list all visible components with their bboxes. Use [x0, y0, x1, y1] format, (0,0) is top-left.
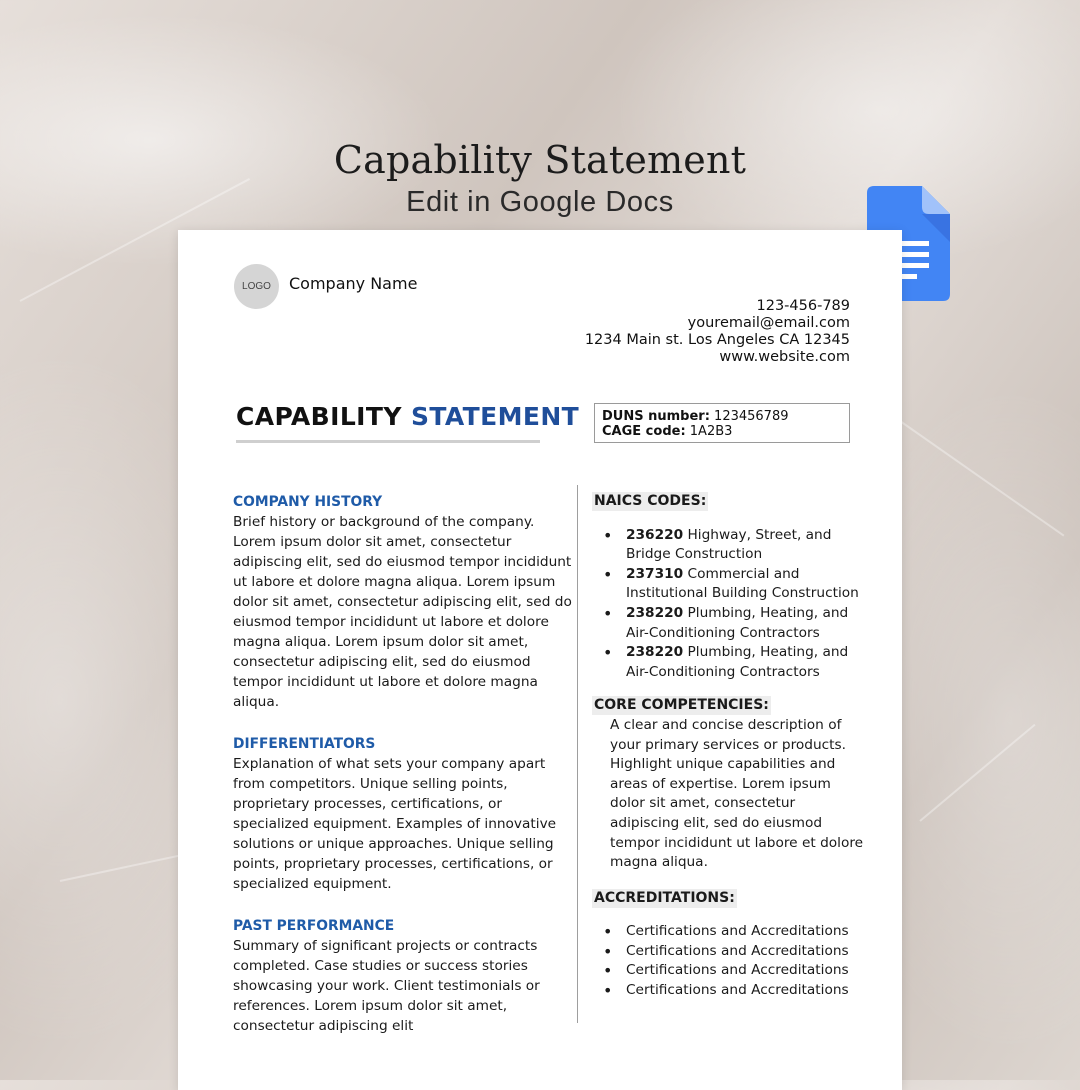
left-column — [233, 492, 573, 1036]
naics-code: 237310 — [626, 565, 684, 582]
section-heading-past-performance: PAST PERFORMANCE — [233, 918, 395, 934]
accreditations-heading: ACCREDITATIONS: — [594, 889, 735, 906]
core-competencies-heading: CORE COMPETENCIES: — [594, 697, 769, 714]
contact-email: youremail@email.com — [687, 315, 850, 331]
company-name: Company Name — [289, 274, 418, 293]
section-heading-company-history: COMPANY HISTORY — [233, 494, 383, 510]
document-page — [178, 230, 902, 1090]
right-column — [594, 492, 864, 1001]
header-title: Capability Statement — [333, 138, 747, 182]
section-heading-differentiators: DIFFERENTIATORS — [233, 736, 376, 752]
contact-block — [585, 298, 850, 366]
marble-vein — [919, 724, 1035, 822]
naics-desc: Plumbing, Heating, and Air-Conditioning Contractors — [626, 644, 849, 680]
list-item: • Certifications and Accreditations — [594, 961, 864, 981]
naics-list — [594, 526, 864, 683]
marble-vein — [899, 420, 1064, 536]
column-divider — [577, 485, 578, 1023]
duns-value: 123456789 — [714, 409, 789, 424]
header-subtitle: Edit in Google Docs — [406, 186, 674, 218]
list-item — [594, 643, 864, 682]
title-part-1: CAPABILITY — [236, 402, 402, 431]
naics-code: 238220 — [626, 644, 684, 661]
section-body-past-performance: Summary of significant projects or contracts completed. Case studies or success stories showcasing your work. Client testimonials or references. Lorem ipsum dolor sit amet, consectetur adipiscing elit — [233, 938, 540, 1034]
naics-desc: Commercial and Institutional Building Construction — [626, 565, 859, 602]
list-item: • Certifications and Accreditations — [594, 981, 864, 1001]
section-body-company-history: Brief history or background of the company. Lorem ipsum dolor sit amet, consectetur adipiscing elit, sed do eiusmod tempor incididunt ut labore et dolore magna aliqua. Lorem ipsum dolor sit amet, consectetur adipiscing elit, sed do eiusmod tempor incididunt ut labore et dolore magna aliqua. Lorem ipsum dolor sit amet, consectetur adipiscing elit, sed do eiusmod tempor incididunt ut labore et dolore magna aliqua. — [233, 514, 572, 710]
title-underline — [236, 440, 540, 443]
duns-label: DUNS number: — [602, 409, 710, 424]
naics-code: 236220 — [626, 526, 684, 543]
list-item: • Certifications and Accreditations — [594, 922, 864, 942]
cage-value: 1A2B3 — [689, 424, 733, 439]
list-item — [594, 604, 864, 643]
list-item — [594, 526, 864, 565]
contact-website: www.website.com — [719, 349, 850, 365]
section-body-differentiators: Explanation of what sets your company apart from competitors. Unique selling points, proprietary processes, certifications, or specialized equipment. Examples of innovative solutions or unique approaches. Unique selling points, proprietary processes, certifications, or specialized equipment. — [233, 756, 557, 892]
naics-desc: Highway, Street, and Bridge Construction — [626, 526, 832, 563]
title-part-2: STATEMENT — [410, 402, 580, 431]
naics-code: 238220 — [626, 604, 684, 621]
identifier-box — [594, 403, 850, 443]
contact-address: 1234 Main st. Los Angeles CA 12345 — [584, 332, 850, 348]
list-item — [594, 565, 864, 604]
contact-phone: 123-456-789 — [756, 298, 850, 314]
naics-desc: Plumbing, Heating, and Air-Conditioning Contractors — [626, 604, 849, 641]
core-competencies-body: A clear and concise description of your primary services or products. Highlight unique capabilities and areas of expertise. Lorem ipsum dolor sit amet, consectetur adipiscing elit, sed do eiusmod tempor incididunt ut labore et dolore magna aliqua. — [610, 716, 864, 871]
document-title — [236, 402, 579, 431]
logo-placeholder: LOGO — [234, 264, 279, 309]
list-item: • Certifications and Accreditations — [594, 942, 864, 962]
accreditations-list — [594, 922, 864, 1000]
naics-heading: NAICS CODES: — [594, 493, 707, 509]
cage-label: CAGE code: — [602, 424, 686, 439]
